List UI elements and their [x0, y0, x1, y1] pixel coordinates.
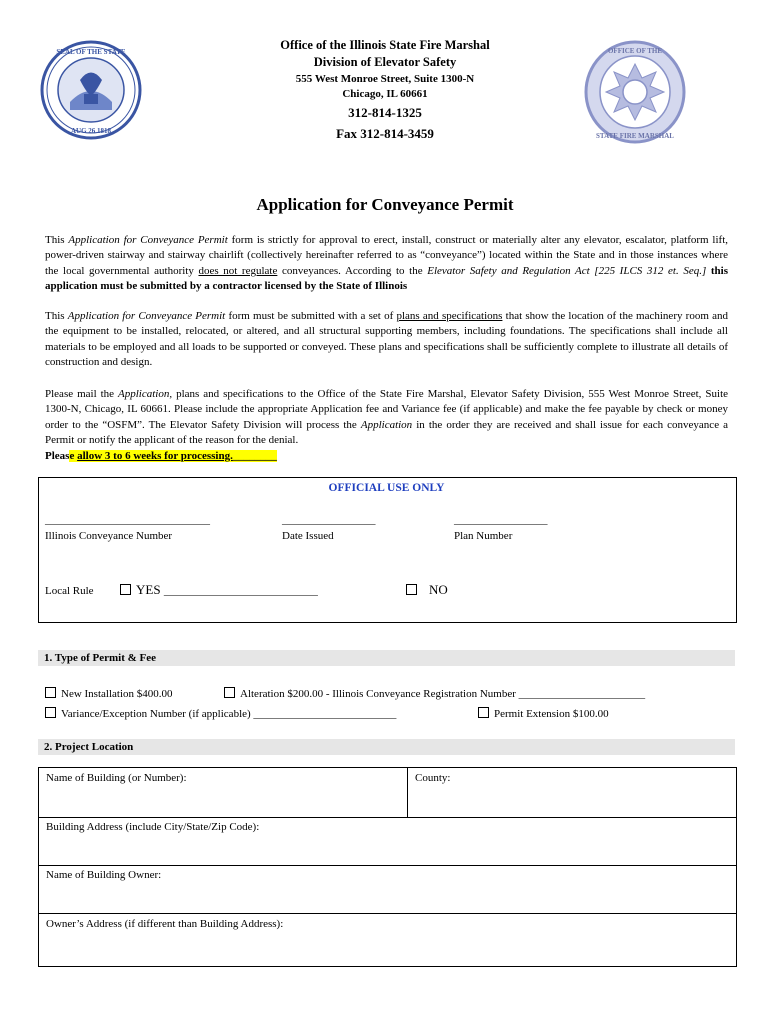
header-fax: Fax 312-814-3459 — [336, 126, 434, 141]
permit-extension-option[interactable]: Permit Extension $100.00 — [478, 707, 609, 720]
local-rule-no[interactable]: NO — [406, 582, 448, 598]
owner-address-field[interactable]: Owner’s Address (if different than Building Address): — [46, 918, 284, 930]
new-installation-checkbox[interactable] — [45, 687, 56, 698]
yes-line[interactable]: ____________________________ — [163, 585, 318, 597]
table-divider-2 — [38, 865, 737, 866]
table-divider-3 — [38, 913, 737, 914]
header-city: Chicago, IL 60661 — [342, 88, 428, 100]
alteration-option[interactable]: Alteration $200.00 - Illinois Conveyance Registration Number _______________________ — [224, 687, 645, 700]
plan-number-line[interactable]: _________________ — [454, 514, 548, 526]
no-checkbox[interactable] — [406, 584, 417, 595]
mailing-paragraph: Please mail the Application, plans and specifications to the Office of the State Fire Marshal, Elevator Safety Division, 555 West Monroe Street, Suite 1300-N, Chicago, IL 60661. Please include the appropriate Application fee and Variance fee (if applicable) and make the fee payable by check or money order to the “OSFM”. The Elevator Safety Division will process the Application in the order they are received and shall issue for each conveyance a Permit or notify the applicant of the reason for the denial. Please allow 3 to 6 weeks for processing.________ — [45, 388, 729, 462]
page-title: Application for Conveyance Permit — [256, 195, 514, 214]
svg-text:AUG 26 1818: AUG 26 1818 — [70, 127, 112, 135]
conveyance-number-line[interactable]: ______________________________ — [45, 514, 210, 526]
alteration-checkbox[interactable] — [224, 687, 235, 698]
yes-checkbox[interactable] — [120, 584, 131, 595]
building-name-field[interactable]: Name of Building (or Number): — [46, 772, 187, 784]
variance-option[interactable]: Variance/Exception Number (if applicable) __________________________ — [45, 707, 396, 720]
county-field[interactable]: County: — [415, 772, 451, 784]
svg-text:OFFICE OF THE: OFFICE OF THE — [607, 47, 663, 55]
header-street: 555 West Monroe Street, Suite 1300-N — [295, 73, 475, 85]
table-divider-1 — [38, 817, 737, 818]
plan-number-label: Plan Number — [454, 530, 513, 542]
date-issued-line[interactable]: _________________ — [282, 514, 376, 526]
local-rule-yes[interactable]: YES ____________________________ — [120, 582, 318, 598]
plans-paragraph: This Application for Conveyance Permit form must be submitted with a set of plans and specifications that show the location of the machinery room and the equipment to be installed, relocated, or altered, and all structural supporting members, including foundations. The specifications shall include all materials to be employed and all loads to be supported or conveyed. These plans and specifications shall be sufficiently complete to illustrate all details of construction and design. — [45, 310, 728, 369]
table-divider-vertical — [407, 767, 408, 817]
project-location-table — [38, 767, 737, 967]
svg-text:SEAL OF THE STATE: SEAL OF THE STATE — [56, 48, 126, 56]
variance-number-line[interactable]: __________________________ — [253, 708, 397, 720]
registration-number-line[interactable]: _______________________ — [518, 688, 646, 700]
official-use-heading: OFFICIAL USE ONLY — [328, 482, 445, 494]
section-2-heading: 2. Project Location — [38, 739, 735, 755]
date-issued-label: Date Issued — [282, 530, 334, 542]
section-1-heading: 1. Type of Permit & Fee — [38, 650, 735, 666]
official-use-box — [38, 477, 737, 623]
building-owner-field[interactable]: Name of Building Owner: — [46, 869, 162, 881]
intro-paragraph: This Application for Conveyance Permit form is strictly for approval to erect, install, construct or materially alter any elevator, escalator, platform lift, power-driven stairway and stairway chairlift (collectively hereinafter referred to as “conveyance”) located within the State and in those instances where the local governmental authority does not regulate conveyances. According to the Elevator Safety and Regulation Act [225 ILCS 312 et. Seq.] this application must be submitted by a contractor licensed by the State of Illinois — [45, 234, 729, 293]
variance-checkbox[interactable] — [45, 707, 56, 718]
conveyance-number-label: Illinois Conveyance Number — [45, 530, 173, 542]
header-division: Division of Elevator Safety — [313, 55, 457, 69]
permit-extension-checkbox[interactable] — [478, 707, 489, 718]
new-installation-option[interactable]: New Installation $400.00 — [45, 687, 173, 700]
svg-text:STATE FIRE MARSHAL: STATE FIRE MARSHAL — [596, 132, 674, 140]
header-phone: 312-814-1325 — [348, 105, 422, 120]
local-rule-label: Local Rule — [45, 585, 94, 597]
building-address-field[interactable]: Building Address (include City/State/Zip Code): — [46, 821, 260, 833]
header-office: Office of the Illinois State Fire Marshal — [280, 38, 490, 52]
